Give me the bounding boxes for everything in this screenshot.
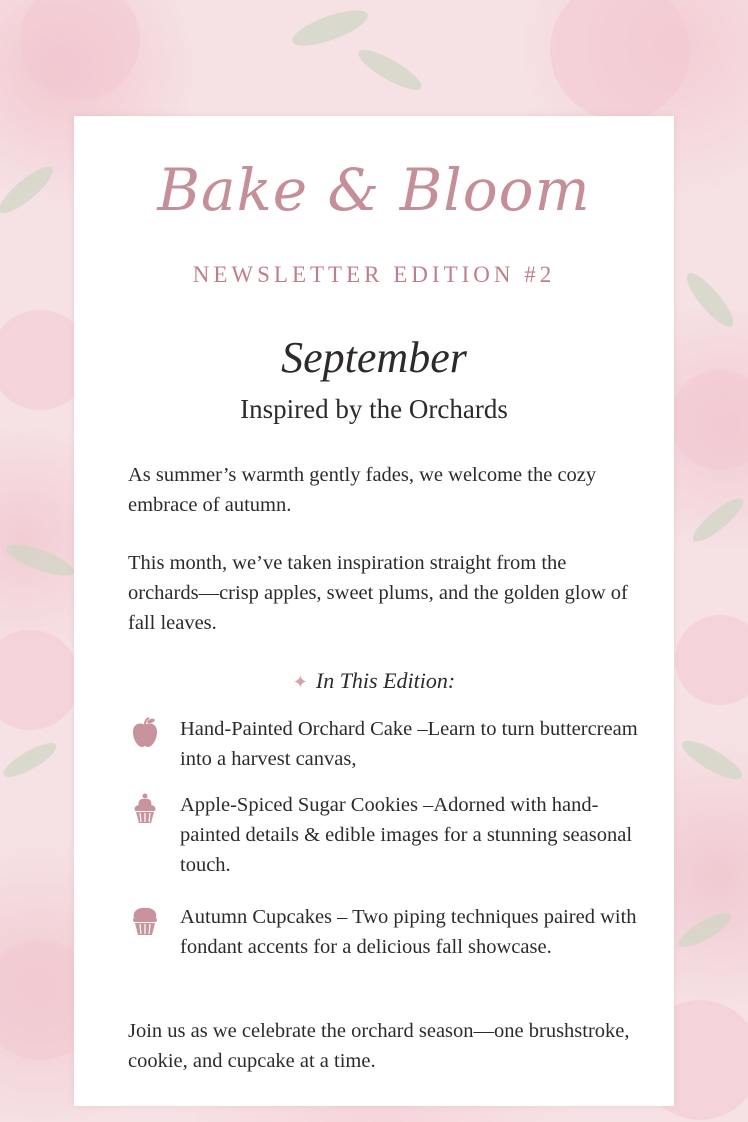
newsletter-card: [74, 116, 674, 1106]
item-text: Hand-Painted Orchard Cake –Learn to turn buttercream into a harvest canvas,: [180, 718, 638, 770]
intro-paragraph-1: As summer’s warmth gently fades, we welcome the cozy embrace of autumn.: [128, 464, 597, 516]
section-heading-text: In This Edition:: [315, 668, 456, 693]
muffin-icon: [128, 904, 162, 938]
item-text: Apple-Spiced Sugar Cookies –Adorned with hand-painted details & edible images for a stunning seasonal touch.: [180, 794, 633, 876]
sparkle-icon: ✦: [292, 672, 308, 692]
intro-paragraph-2: This month, we’ve taken inspiration straight from the orchards—crisp apples, sweet plums, and the golden glow of fall leaves.: [128, 552, 628, 634]
edition-label: NEWSLETTER EDITION #2: [192, 262, 556, 287]
closing-paragraph: Join us as we celebrate the orchard season—one brushstroke, cookie, and cupcake at a time.: [128, 1020, 630, 1072]
theme-heading: Inspired by the Orchards: [240, 394, 508, 424]
item-text: Autumn Cupcakes – Two piping techniques paired with fondant accents for a delicious fall showcase.: [180, 906, 637, 958]
cupcake-icon: [128, 792, 162, 826]
month-heading: September: [281, 333, 467, 382]
section-heading: [74, 668, 674, 694]
apple-icon: [128, 716, 162, 750]
newsletter-title: Bake & Bloom: [157, 156, 591, 224]
